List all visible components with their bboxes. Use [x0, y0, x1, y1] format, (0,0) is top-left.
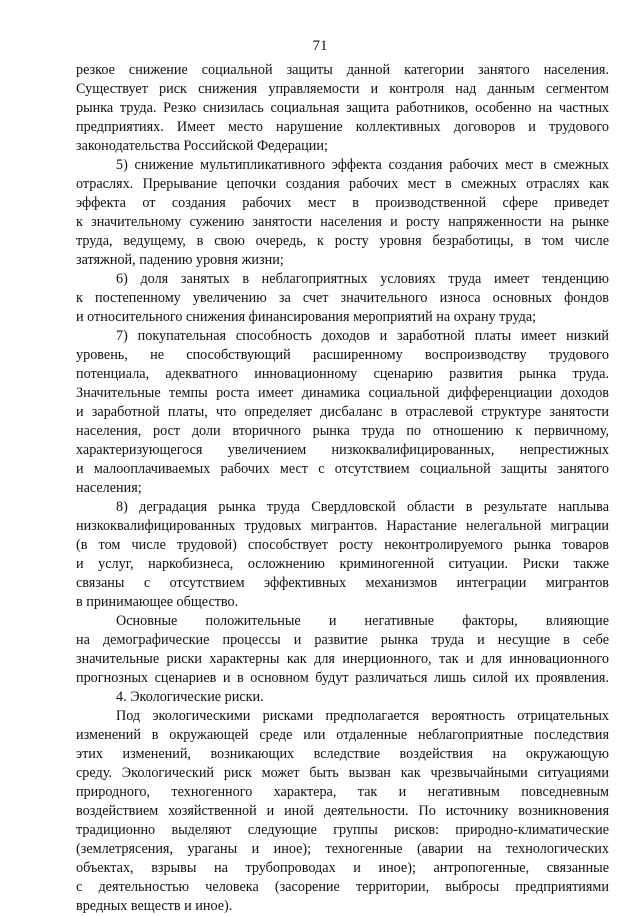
text-line: характеризующегося увеличением низкоквалифицированных, непрестижных	[76, 442, 609, 458]
text-line: значительные риски характерны как для инерционного, так и для инновационного	[76, 651, 609, 667]
section-heading: 4. Экологические риски.	[116, 689, 264, 705]
text-line: в принимающее общество.	[76, 594, 239, 610]
text-line: природного, техногенного характера, так и негативным повседневным	[76, 784, 609, 800]
text-line: на демографические процессы и развитие рынка труда и несущие в себе	[76, 632, 609, 648]
text-line: населения, рост доли вторичного рынка труда по отношению к первичному,	[76, 423, 609, 439]
text-line: населения;	[76, 480, 142, 496]
text-line: и малооплачиваемых рабочих мест с отсутствием социальной защиты занятого	[76, 461, 609, 477]
text-line: среду. Экологический риск может быть вызван как чрезвычайными ситуациями	[76, 765, 609, 781]
text-line: уровень, не способствующий расширенному воспроизводству трудового	[76, 347, 609, 363]
text-line: и услуг, наркобизнеса, осложнению криминогенной ситуации. Риски также	[76, 556, 609, 572]
text-line: эффекта от создания рабочих мест в производственной сфере приведет	[76, 195, 609, 211]
text-line: Существует риск снижения управляемости и контроля над данным сегментом	[76, 81, 609, 97]
text-line: 7) покупательная способность доходов и заработной платы имеет низкий	[116, 328, 609, 344]
text-line: изменений в окружающей среде или отдаленные неблагоприятные последствия	[76, 727, 609, 743]
text-line: этих изменений, возникающих вследствие воздействия на окружающую	[76, 746, 609, 762]
text-line: к постепенному увеличению за счет значительного износа основных фондов	[76, 290, 609, 306]
text-line: затяжной, падению уровня жизни;	[76, 252, 284, 268]
text-line: к значительному сужению занятости населения и росту напряженности на рынке	[76, 214, 609, 230]
text-line: (землетрясения, ураганы и иное); техногенные (аварии на технологических	[76, 841, 609, 857]
text-line: потенциала, адекватного инновационному сценарию развития рынка труда.	[76, 366, 609, 382]
text-line: труда, ведущему, в свою очередь, к росту уровня безработицы, в том числе	[76, 233, 609, 249]
text-line: вредных веществ и иное).	[76, 898, 233, 914]
text-line: Под экологическими рисками предполагается вероятность отрицательных	[116, 708, 609, 724]
text-line: традиционно выделяют следующие группы рисков: природно-климатические	[76, 822, 609, 838]
text-line: (в том числе трудовой) способствует росту неконтролируемого рынка товаров	[76, 537, 609, 553]
text-line: с деятельностью человека (засорение территории, выбросы предприятиями	[76, 879, 609, 895]
page-number: 71	[312, 38, 328, 54]
text-line: резкое снижение социальной защиты данной категории занятого населения.	[76, 62, 609, 78]
text-line: 8) деградация рынка труда Свердловской области в результате наплыва	[116, 499, 609, 515]
text-line: 5) снижение мультипликативного эффекта создания рабочих мест в смежных	[116, 157, 609, 173]
text-line: 6) доля занятых в неблагоприятных условиях труда имеет тенденцию	[116, 271, 609, 287]
text-line: низкоквалифицированных трудовых мигрантов. Нарастание нелегальной миграции	[76, 518, 609, 534]
text-line: прогнозных сценариев и в основном будут различаться лишь силой их проявления.	[76, 670, 609, 686]
text-line: законодательства Российской Федерации;	[76, 138, 328, 154]
text-line: отраслях. Прерывание цепочки создания рабочих мест в смежных отраслях как	[76, 176, 609, 192]
text-line: и заработной платы, что определяет дисбаланс в отраслевой структуре занятости	[76, 404, 609, 420]
text-line: Основные положительные и негативные факторы, влияющие	[116, 613, 609, 629]
text-line: и относительного снижения финансирования мероприятий на охрану труда;	[76, 309, 537, 325]
text-line: предприятиях. Имеет место нарушение коллективных договоров и трудового	[76, 119, 609, 135]
text-line: связаны с отсутствием эффективных механизмов интеграции мигрантов	[76, 575, 609, 591]
text-line: воздействием хозяйственной и иной деятельности. По источнику возникновения	[76, 803, 609, 819]
text-line: рынка труда. Резко снизилась социальная защита работников, особенно на частных	[76, 100, 609, 116]
text-line: объектах, взрывы на трубопроводах и иное); антропогенные, связанные	[76, 860, 609, 876]
text-line: Значительные темпы роста имеет динамика социальной дифференциации доходов	[76, 385, 609, 401]
